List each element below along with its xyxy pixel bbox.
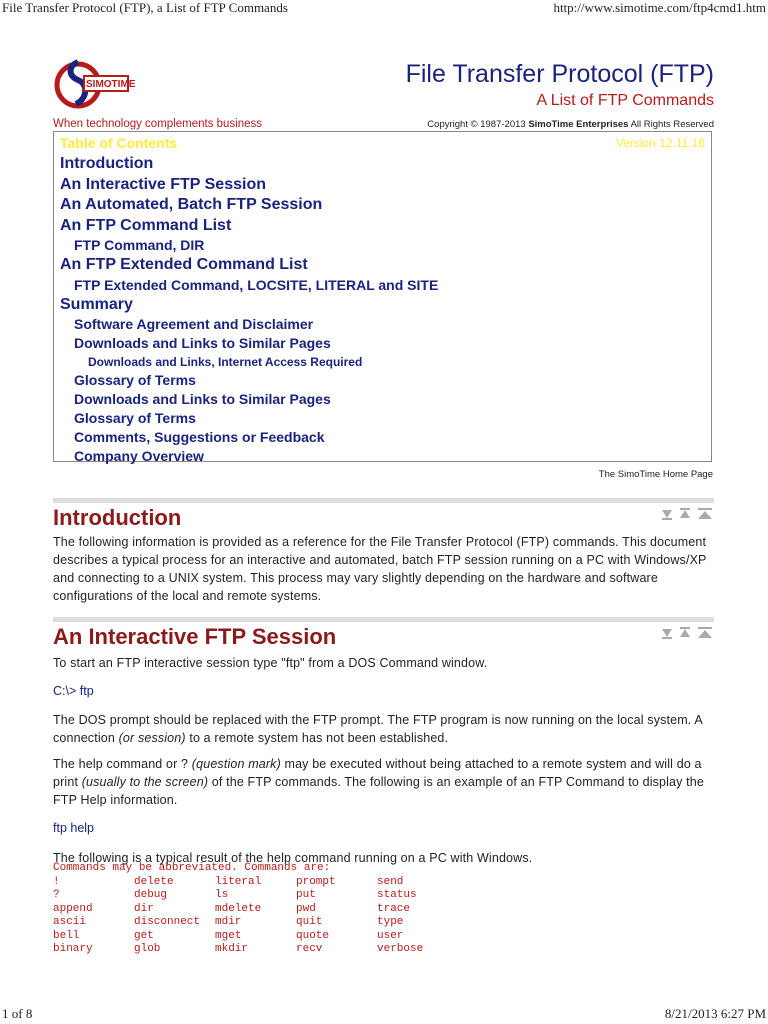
toc-link[interactable]: Comments, Suggestions or Feedback: [74, 429, 325, 445]
toc-link[interactable]: An Interactive FTP Session: [60, 175, 266, 193]
table-row: ! delete literal prompt send: [53, 876, 404, 888]
section-divider: [53, 617, 714, 622]
next-section-icon[interactable]: [662, 629, 672, 639]
print-header-url: http://www.simotime.com/ftp4cmd1.htm: [553, 0, 766, 15]
copyright-prefix: Copyright © 1987-2013: [427, 119, 526, 130]
copyright-suffix: All Rights Reserved: [630, 119, 714, 130]
print-footer-page: 1 of 8: [2, 1006, 33, 1021]
tagline: When technology complements business: [53, 118, 263, 130]
previous-section-icon[interactable]: [680, 508, 690, 518]
toc-link[interactable]: Summary: [60, 295, 133, 313]
previous-section-icon[interactable]: [680, 627, 690, 637]
top-of-page-icon[interactable]: [698, 508, 712, 519]
table-row: binary glob mkdir recv verbose: [53, 943, 424, 956]
toc-heading: Table of Contents: [60, 135, 178, 151]
print-header: [0, 0, 768, 16]
toc-link[interactable]: An Automated, Batch FTP Session: [60, 196, 323, 213]
print-footer: [0, 1004, 768, 1024]
toc-link[interactable]: Introduction: [60, 155, 154, 172]
section-nav-icons: [660, 507, 714, 521]
table-row: ? debug ls put status: [53, 889, 417, 902]
section-title-introduction: Introduction: [53, 505, 182, 530]
interactive-p4: The following is a typical result of the help command running on a PC with Windows.: [53, 851, 533, 865]
table-of-contents: [53, 131, 712, 462]
intro-paragraph: The following information is provided as a reference for the File Transfer Protocol (FTP) commands. This document describes a typical process for an interactive and automated, batch FTP session running on a PC with Windows/XP and connecting to a UNIX system. This process may vary slightly depending on the hardware and software configurations of the local and remote systems.: [53, 535, 707, 603]
copyright-company[interactable]: SimoTime Enterprises: [528, 119, 629, 130]
toc-link[interactable]: Downloads and Links to Similar Pages: [74, 391, 331, 407]
table-row: append dir mdelete pwd trace: [53, 902, 411, 915]
logo-label: SIMOTIME: [86, 79, 136, 90]
home-page-link[interactable]: The SimoTime Home Page: [598, 469, 713, 480]
table-row: ascii disconnect mdir quit type: [53, 916, 404, 929]
section-title-interactive-session: An Interactive FTP Session: [53, 624, 337, 649]
interactive-p3: The help command or ? (question mark) may be executed without being attached to a remote system and will do a print (usually to the screen) of the FTP commands. The following is an example of an FTP Command to display the FTP Help information.: [53, 757, 705, 807]
section-divider: [53, 498, 714, 503]
top-of-page-icon[interactable]: [698, 627, 712, 638]
interactive-p1: To start an FTP interactive session type "ftp" from a DOS Command window.: [53, 656, 488, 670]
interactive-p2: The DOS prompt should be replaced with the FTP prompt. The FTP program is now running on the local system. A connection (or session) to a remote system has not been established.: [53, 713, 703, 745]
command-example-ftp-help: ftp help: [53, 821, 95, 835]
toc-link[interactable]: FTP Extended Command, LOCSITE, LITERAL and SITE: [74, 276, 439, 293]
print-footer-datetime: 8/21/2013 6:27 PM: [664, 1006, 766, 1021]
toc-link[interactable]: Company Overview: [74, 448, 204, 464]
toc-link[interactable]: An FTP Command List: [60, 216, 232, 234]
toc-link[interactable]: Software Agreement and Disclaimer: [74, 316, 314, 332]
next-section-icon[interactable]: [662, 510, 672, 520]
toc-link[interactable]: FTP Command, DIR: [74, 237, 205, 253]
help-output-table: [53, 876, 458, 956]
print-header-title: File Transfer Protocol (FTP), a List of FTP Commands: [2, 0, 288, 15]
toc-list: [60, 154, 438, 466]
help-output-caption: Commands may be abbreviated. Commands are:: [53, 862, 331, 874]
toc-link[interactable]: Glossary of Terms: [74, 372, 196, 388]
toc-version: Version 12.11.16: [615, 136, 705, 150]
simotime-logo[interactable]: [54, 54, 136, 116]
simotime-logo-icon: [54, 54, 136, 116]
table-row: bell get mget quote user: [53, 929, 404, 942]
toc-link[interactable]: Downloads and Links to Similar Pages: [74, 335, 331, 351]
section-nav-icons: [660, 626, 714, 640]
toc-link[interactable]: An FTP Extended Command List: [60, 256, 308, 273]
toc-link[interactable]: Glossary of Terms: [74, 410, 196, 426]
command-example-ftp: C:\> ftp: [53, 684, 94, 698]
page-subtitle: A List of FTP Commands: [536, 92, 714, 109]
copyright: [427, 119, 714, 130]
toc-link[interactable]: Downloads and Links, Internet Access Required: [88, 355, 363, 369]
page-title: File Transfer Protocol (FTP): [405, 60, 714, 88]
